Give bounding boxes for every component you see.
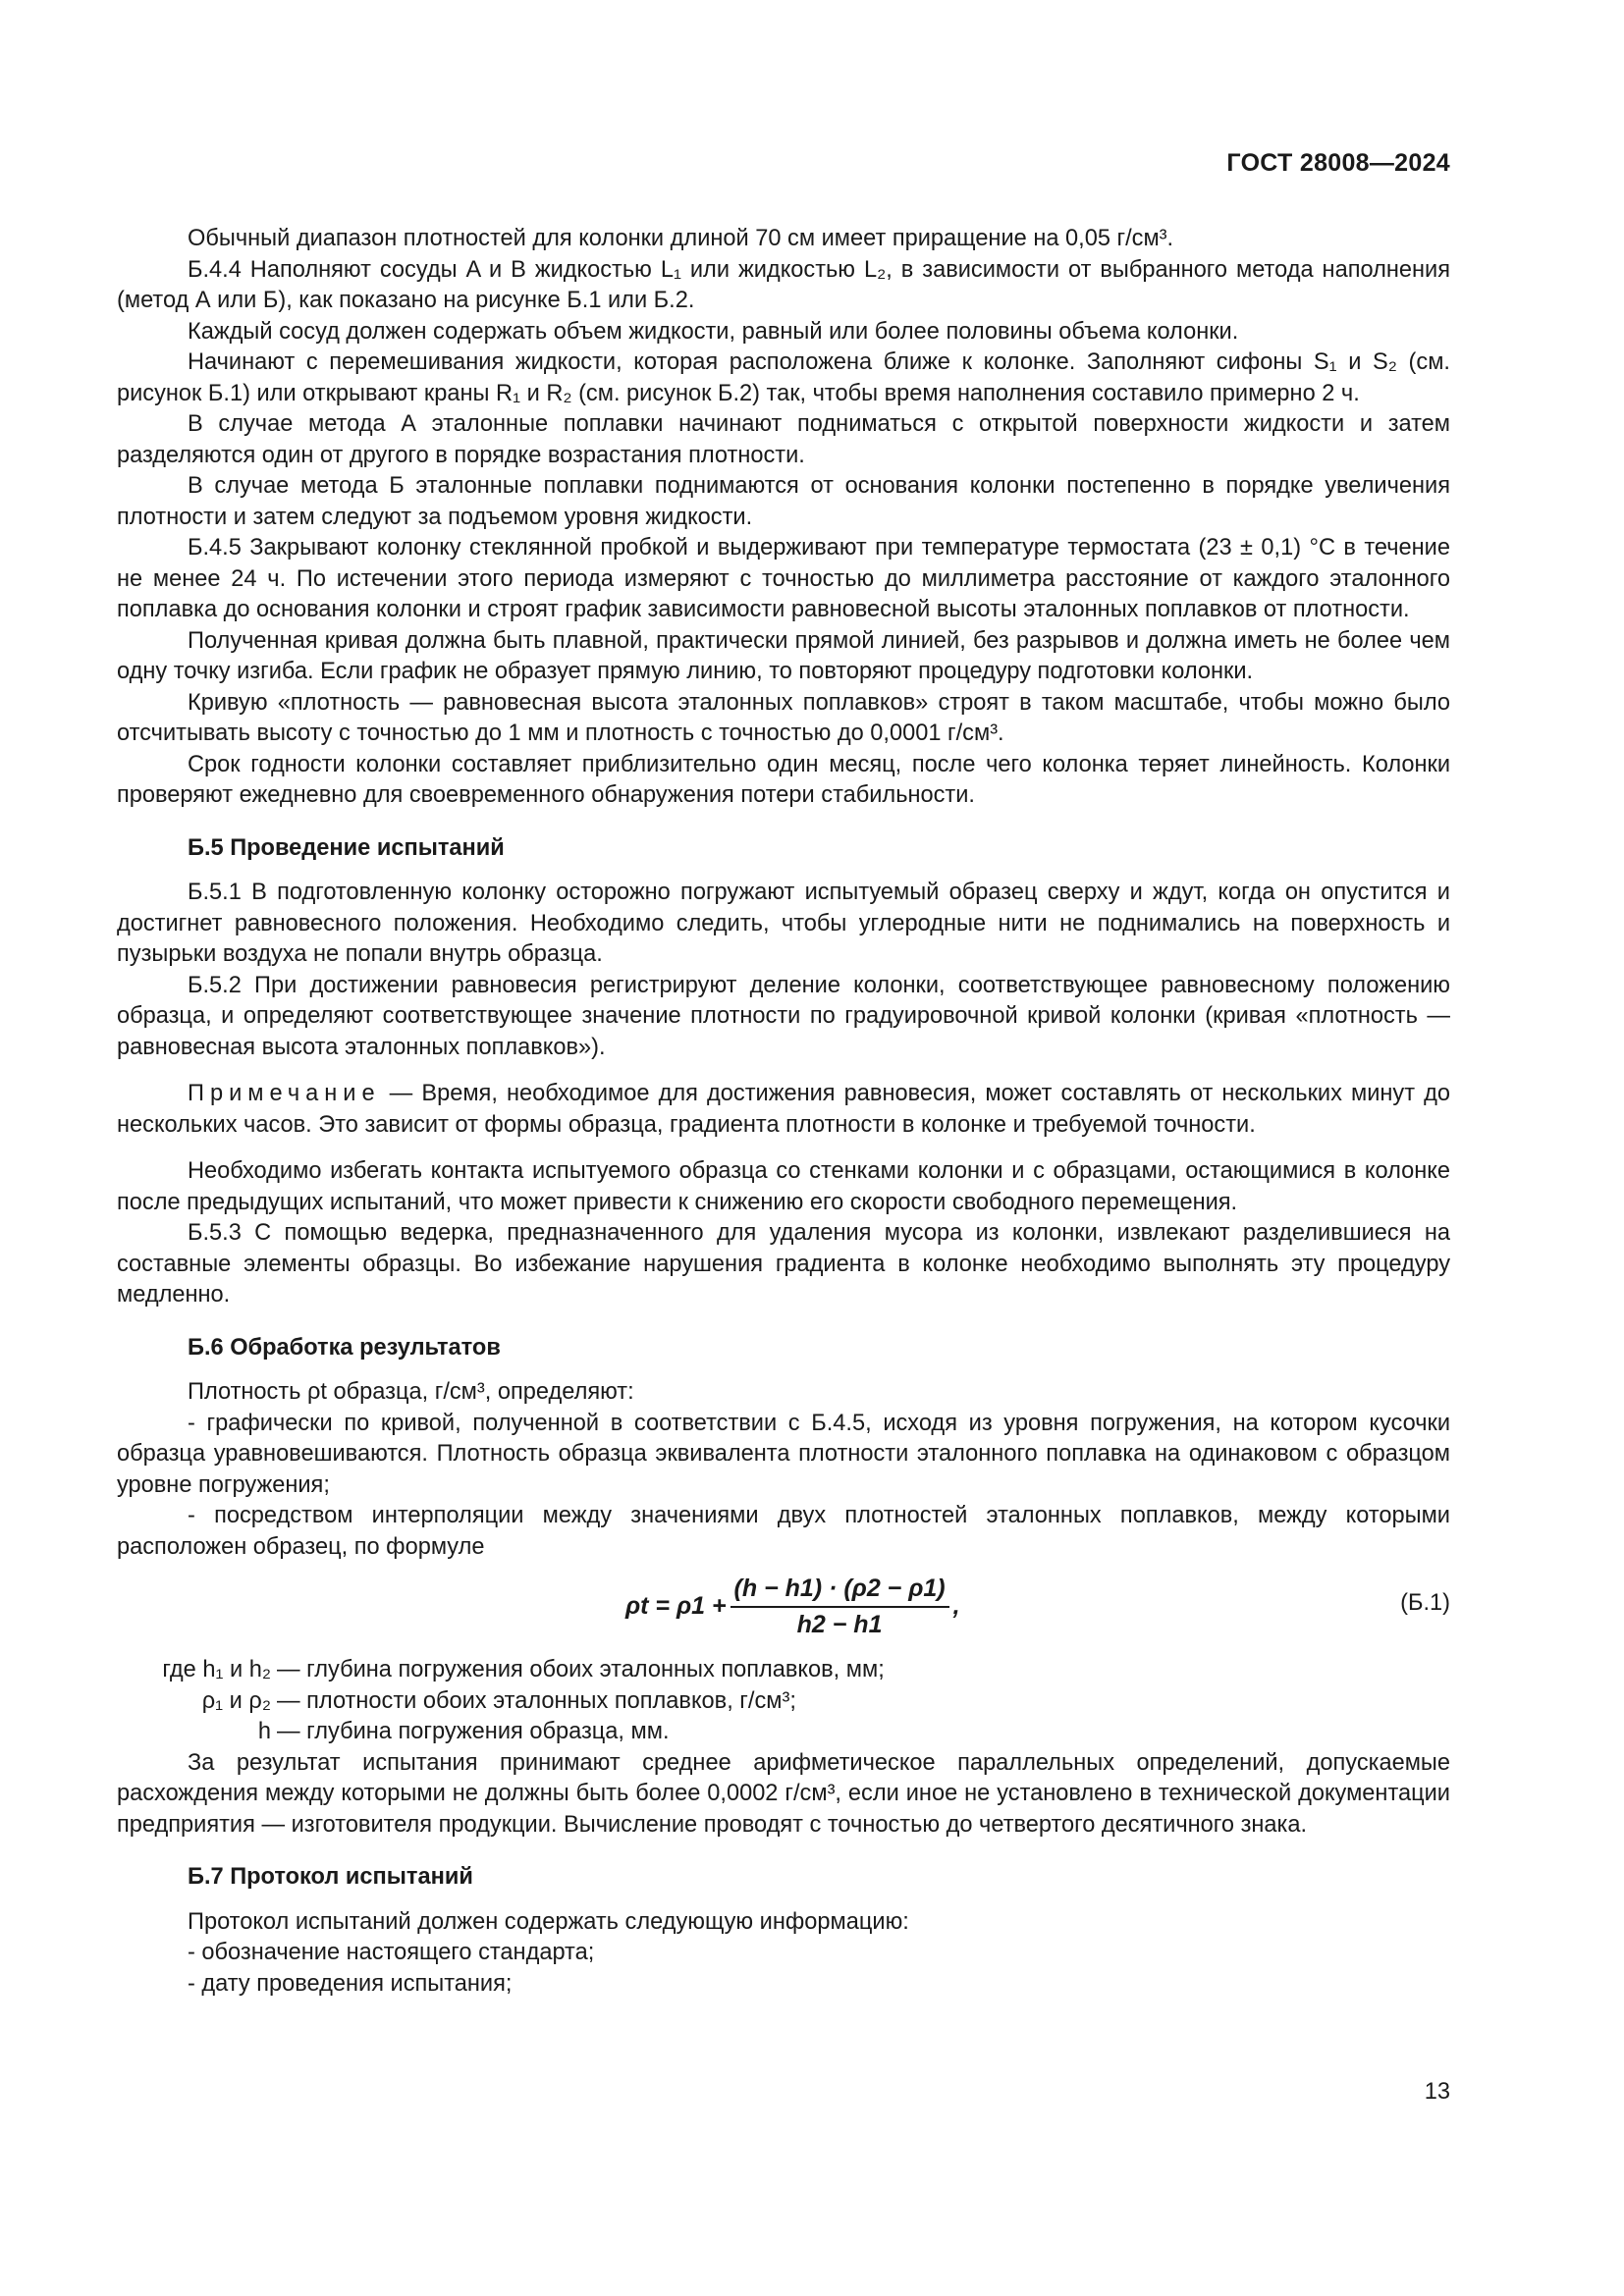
standard-designation: ГОСТ 28008—2024	[1226, 149, 1450, 177]
formula-expression	[625, 1569, 960, 1645]
definition-text: — глубина погружения обоих эталонных поплавков, мм;	[277, 1657, 885, 1682]
formula-tail: ,	[952, 1592, 960, 1621]
paragraph: Каждый сосуд должен содержать объем жидкости, равный или более половины объема колонки.	[188, 318, 1239, 345]
section-heading-b5: Б.5 Проведение испытаний	[188, 834, 505, 861]
paragraph: Б.5.2 При достижении равновесия регистрируют деление колонки, соответствующее равновесному положению образца, и определяют соответствующее значение плотности по градуировочной кривой колонки (кривая «плотность — равновесная высота эталонных поплавков»).	[117, 972, 1450, 1060]
paragraph: Б.4.4 Наполняют сосуды A и B жидкостью L₁ или жидкостью L₂, в зависимости от выбранного метода наполнения (метод А или Б), как показано на рисунке Б.1 или Б.2.	[117, 256, 1450, 313]
page-number: 13	[1424, 2079, 1450, 2105]
definition-row	[117, 1717, 1450, 1748]
list-item: - обозначение настоящего стандарта;	[188, 1940, 595, 1965]
formula-lhs: ρt = ρ1 +	[625, 1592, 727, 1621]
note	[117, 1079, 1450, 1141]
paragraph: Б.5.1 В подготовленную колонку осторожно погружают испытуемый образец сверху и ждут, когда он опустится и достигнет равновесного положения. Необходимо следить, чтобы углеродные нити не поднимались на поверхность и пузырьки воздуха не попали внутрь образца.	[117, 880, 1450, 967]
paragraph: Полученная кривая должна быть плавной, практически прямой линией, без разрывов и должна иметь не более чем одну точку изгиба. Если график не образует прямую линию, то повторяют процедуру подготовки колонки.	[117, 627, 1450, 684]
paragraph: Начинают с перемешивания жидкости, которая расположена ближе к колонке. Заполняют сифоны S₁ и S₂ (см. рисунок Б.1) или открывают краны R₁ и R₂ (см. рисунок Б.2) так, чтобы время наполнения составило примерно 2 ч.	[117, 349, 1450, 406]
paragraph: Необходимо избегать контакта испытуемого образца со стенками колонки и с образцами, остающимися в колонке после предыдущих испытаний, что может привести к снижению его скорости свободного перемещения.	[117, 1158, 1450, 1215]
formula-denominator: h2 − h1	[796, 1611, 883, 1638]
formula-b1	[117, 1569, 1450, 1645]
definition-term: h	[257, 1719, 271, 1744]
section-heading-b6: Б.6 Обработка результатов	[188, 1334, 501, 1361]
paragraph: Плотность ρt образца, г/см³, определяют:	[188, 1379, 634, 1405]
note-text: — Время, необходимое для достижения равновесия, может составлять от нескольких минут до нескольких часов. Это зависит от формы образца, градиента плотности в колонке и требуемой точности.	[117, 1081, 1450, 1138]
equation-number: (Б.1)	[1400, 1590, 1450, 1616]
list-item: - графически по кривой, полученной в соответствии с Б.4.5, исходя из уровня погружения, на котором кусочки образца уравновешиваются. Плотность образца эквивалента плотности эталонного поплавка на одинаковом с образцом уровне погружения;	[117, 1410, 1450, 1498]
formula-definitions	[117, 1655, 1450, 1748]
definition-text: — плотности обоих эталонных поплавков, г/см³;	[277, 1687, 796, 1714]
definition-row	[117, 1686, 1450, 1718]
definition-text: — глубина погружения образца, мм.	[277, 1719, 670, 1744]
formula-numerator: (h − h1) · (ρ2 − ρ1)	[731, 1574, 949, 1609]
definition-term: ρ₁ и ρ₂	[201, 1687, 271, 1714]
paragraph: Обычный диапазон плотностей для колонки длиной 70 см имеет приращение на 0,05 г/см³.	[188, 226, 1174, 251]
paragraph: Кривую «плотность — равновесная высота эталонных поплавков» строят в таком масштабе, чтобы можно было отсчитывать высоту с точностью до 1 мм и плотность с точностью до 0,0001 г/см³.	[117, 689, 1450, 746]
definition-row	[117, 1655, 1450, 1686]
paragraph: За результат испытания принимают среднее арифметическое параллельных определений, допускаемые расхождения между которыми не должны быть более 0,0002 г/см³, если иное не установлено в технической документации предприятия — изготовителя продукции. Вычисление проводят с точностью до четвертого десятичного знака.	[117, 1749, 1450, 1838]
formula-fraction	[731, 1574, 949, 1641]
list-item: - посредством интерполяции между значениями двух плотностей эталонных поплавков, между которыми расположен образец, по формуле	[117, 1503, 1450, 1560]
note-label: Примечание	[188, 1081, 381, 1106]
paragraph: В случае метода Б эталонные поплавки поднимаются от основания колонки постепенно в порядке увеличения плотности и затем следуют за подъемом уровня жидкости.	[117, 473, 1450, 530]
paragraph: Б.4.5 Закрывают колонку стеклянной пробкой и выдерживают при температуре термостата (23 ± 0,1) °С в течение не менее 24 ч. По истечении этого периода измеряют с точностью до миллиметра расстояние от каждого эталонного поплавка до основания колонки и строят график зависимости равновесной высоты эталонных поплавков от плотности.	[117, 535, 1450, 622]
paragraph: Б.5.3 С помощью ведерка, предназначенного для удаления мусора из колонки, извлекают разделившиеся на составные элементы образцы. Во избежание нарушения градиента в колонке необходимо выполнять эту процедуру медленно.	[117, 1220, 1450, 1308]
definition-term: где h₁ и h₂	[162, 1657, 271, 1682]
paragraph: Срок годности колонки составляет приблизительно один месяц, после чего колонка теряет линейность. Колонки проверяют ежедневно для своевременного обнаружения потери стабильности.	[117, 751, 1450, 808]
section-heading-b7: Б.7 Протокол испытаний	[188, 1864, 473, 1890]
paragraph: В случае метода А эталонные поплавки начинают подниматься с открытой поверхности жидкости и затем разделяются один от другого в порядке возрастания плотности.	[117, 411, 1450, 468]
paragraph: Протокол испытаний должен содержать следующую информацию:	[188, 1908, 909, 1935]
page-content	[117, 224, 1450, 2000]
list-item: - дату проведения испытания;	[188, 1970, 513, 1997]
